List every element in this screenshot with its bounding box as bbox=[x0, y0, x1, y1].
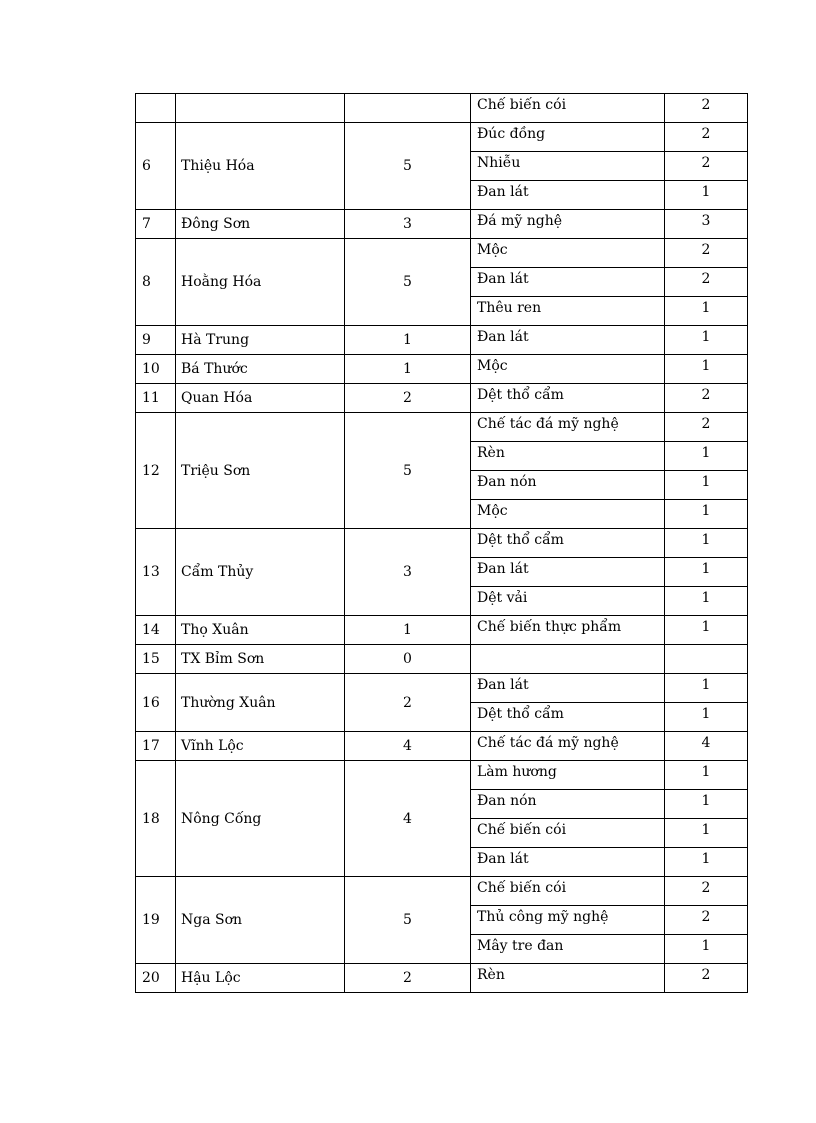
craft-name: Nhiễu bbox=[471, 152, 665, 181]
craft-quantity: 2 bbox=[665, 413, 748, 442]
craft-quantity: 1 bbox=[665, 471, 748, 500]
row-number: 7 bbox=[136, 210, 176, 239]
district-name: Hà Trung bbox=[176, 326, 345, 355]
row-number: 10 bbox=[136, 355, 176, 384]
row-number: 13 bbox=[136, 529, 176, 616]
craft-quantity: 1 bbox=[665, 558, 748, 587]
village-count: 5 bbox=[345, 413, 471, 529]
village-count bbox=[345, 94, 471, 123]
craft-name: Đan lát bbox=[471, 848, 665, 877]
craft-quantity: 1 bbox=[665, 819, 748, 848]
district-name: Triệu Sơn bbox=[176, 413, 345, 529]
craft-quantity: 2 bbox=[665, 94, 748, 123]
district-name: Thiệu Hóa bbox=[176, 123, 345, 210]
craft-name: Đá mỹ nghệ bbox=[471, 210, 665, 239]
table-row bbox=[136, 355, 748, 384]
district-name: TX Bỉm Sơn bbox=[176, 645, 345, 674]
village-count: 1 bbox=[345, 616, 471, 645]
craft-quantity: 1 bbox=[665, 703, 748, 732]
craft-name bbox=[471, 645, 665, 674]
craft-quantity: 1 bbox=[665, 529, 748, 558]
district-name bbox=[176, 94, 345, 123]
row-number: 19 bbox=[136, 877, 176, 964]
row-number: 6 bbox=[136, 123, 176, 210]
craft-name: Thủ công mỹ nghệ bbox=[471, 906, 665, 935]
table-row bbox=[136, 413, 748, 442]
row-number: 8 bbox=[136, 239, 176, 326]
craft-quantity: 2 bbox=[665, 964, 748, 993]
village-count: 0 bbox=[345, 645, 471, 674]
craft-name: Đan lát bbox=[471, 674, 665, 703]
craft-name: Dệt thổ cẩm bbox=[471, 384, 665, 413]
craft-name: Chế biến cói bbox=[471, 94, 665, 123]
village-count: 2 bbox=[345, 964, 471, 993]
craft-name: Chế tác đá mỹ nghệ bbox=[471, 413, 665, 442]
craft-name: Dệt thổ cẩm bbox=[471, 529, 665, 558]
village-count: 4 bbox=[345, 732, 471, 761]
table-row bbox=[136, 674, 748, 703]
craft-quantity: 2 bbox=[665, 239, 748, 268]
craft-quantity: 1 bbox=[665, 326, 748, 355]
village-count: 5 bbox=[345, 123, 471, 210]
district-name: Vĩnh Lộc bbox=[176, 732, 345, 761]
craft-quantity: 2 bbox=[665, 877, 748, 906]
craft-name: Thêu ren bbox=[471, 297, 665, 326]
village-count: 3 bbox=[345, 210, 471, 239]
craft-name: Mây tre đan bbox=[471, 935, 665, 964]
craft-quantity bbox=[665, 645, 748, 674]
craft-name: Mộc bbox=[471, 355, 665, 384]
craft-quantity: 1 bbox=[665, 297, 748, 326]
village-count: 2 bbox=[345, 674, 471, 732]
table-row bbox=[136, 645, 748, 674]
district-name: Cẩm Thủy bbox=[176, 529, 345, 616]
craft-name: Chế tác đá mỹ nghệ bbox=[471, 732, 665, 761]
village-count: 1 bbox=[345, 355, 471, 384]
craft-name: Đúc đồng bbox=[471, 123, 665, 152]
craft-name: Dệt vải bbox=[471, 587, 665, 616]
row-number: 17 bbox=[136, 732, 176, 761]
district-name: Nông Cống bbox=[176, 761, 345, 877]
village-count: 1 bbox=[345, 326, 471, 355]
row-number: 15 bbox=[136, 645, 176, 674]
craft-quantity: 2 bbox=[665, 152, 748, 181]
craft-quantity: 1 bbox=[665, 674, 748, 703]
craft-quantity: 1 bbox=[665, 500, 748, 529]
row-number: 18 bbox=[136, 761, 176, 877]
craft-name: Mộc bbox=[471, 239, 665, 268]
craft-name: Chế biến thực phẩm bbox=[471, 616, 665, 645]
table-row bbox=[136, 529, 748, 558]
craft-name: Chế biến cói bbox=[471, 819, 665, 848]
district-name: Bá Thước bbox=[176, 355, 345, 384]
row-number: 11 bbox=[136, 384, 176, 413]
row-number: 16 bbox=[136, 674, 176, 732]
table-row bbox=[136, 210, 748, 239]
row-number: 12 bbox=[136, 413, 176, 529]
craft-name: Dệt thổ cẩm bbox=[471, 703, 665, 732]
table-row bbox=[136, 761, 748, 790]
table-row bbox=[136, 326, 748, 355]
row-number bbox=[136, 94, 176, 123]
table-row bbox=[136, 616, 748, 645]
village-count: 3 bbox=[345, 529, 471, 616]
district-name: Hậu Lộc bbox=[176, 964, 345, 993]
district-name: Thọ Xuân bbox=[176, 616, 345, 645]
craft-quantity: 2 bbox=[665, 906, 748, 935]
village-count: 5 bbox=[345, 239, 471, 326]
table-row bbox=[136, 94, 748, 123]
village-count: 5 bbox=[345, 877, 471, 964]
craft-quantity: 2 bbox=[665, 268, 748, 297]
craft-name: Đan lát bbox=[471, 181, 665, 210]
craft-quantity: 1 bbox=[665, 848, 748, 877]
table-body bbox=[136, 94, 748, 993]
craft-quantity: 1 bbox=[665, 442, 748, 471]
craft-name: Đan nón bbox=[471, 471, 665, 500]
table-row bbox=[136, 877, 748, 906]
village-count: 2 bbox=[345, 384, 471, 413]
craft-name: Đan lát bbox=[471, 326, 665, 355]
craft-quantity: 1 bbox=[665, 355, 748, 384]
village-count: 4 bbox=[345, 761, 471, 877]
craft-quantity: 1 bbox=[665, 935, 748, 964]
district-name: Đông Sơn bbox=[176, 210, 345, 239]
craft-name: Đan lát bbox=[471, 268, 665, 297]
table-row bbox=[136, 239, 748, 268]
craft-quantity: 4 bbox=[665, 732, 748, 761]
district-name: Quan Hóa bbox=[176, 384, 345, 413]
row-number: 9 bbox=[136, 326, 176, 355]
table-row bbox=[136, 123, 748, 152]
row-number: 20 bbox=[136, 964, 176, 993]
craft-quantity: 1 bbox=[665, 181, 748, 210]
craft-quantity: 1 bbox=[665, 587, 748, 616]
district-name: Thường Xuân bbox=[176, 674, 345, 732]
craft-quantity: 1 bbox=[665, 790, 748, 819]
craft-village-table bbox=[135, 93, 748, 993]
craft-quantity: 3 bbox=[665, 210, 748, 239]
row-number: 14 bbox=[136, 616, 176, 645]
craft-name: Đan nón bbox=[471, 790, 665, 819]
district-name: Hoằng Hóa bbox=[176, 239, 345, 326]
table-row bbox=[136, 384, 748, 413]
craft-name: Làm hương bbox=[471, 761, 665, 790]
district-name: Nga Sơn bbox=[176, 877, 345, 964]
table-row bbox=[136, 964, 748, 993]
craft-name: Đan lát bbox=[471, 558, 665, 587]
craft-quantity: 1 bbox=[665, 616, 748, 645]
craft-quantity: 1 bbox=[665, 761, 748, 790]
craft-quantity: 2 bbox=[665, 384, 748, 413]
table-row bbox=[136, 732, 748, 761]
craft-name: Rèn bbox=[471, 964, 665, 993]
craft-name: Mộc bbox=[471, 500, 665, 529]
craft-name: Rèn bbox=[471, 442, 665, 471]
craft-quantity: 2 bbox=[665, 123, 748, 152]
craft-name: Chế biến cói bbox=[471, 877, 665, 906]
